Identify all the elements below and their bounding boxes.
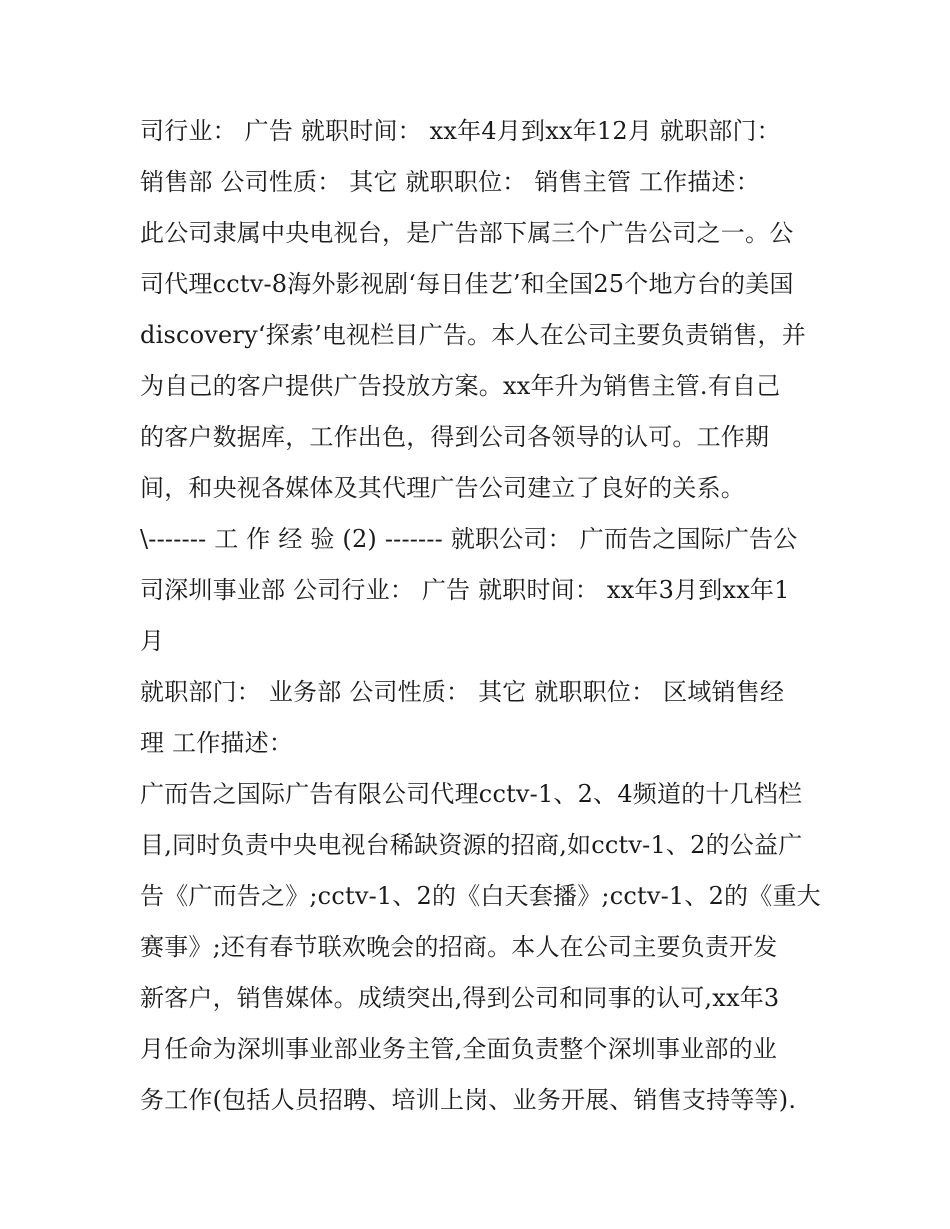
text-line: 月任命为深圳事业部业务主管,全面负责整个深圳事业部的业 xyxy=(140,1035,778,1063)
text-line: 新客户，销售媒体。成绩突出,得到公司和同事的认可,xx年3 xyxy=(140,984,780,1012)
text-line: discovery‘探索’电视栏目广告。本人在公司主要负责销售，并 xyxy=(140,321,806,349)
text-line: 务工作(包括人员招聘、培训上岗、业务开展、销售支持等等). xyxy=(140,1086,797,1114)
text-line: 就职部门： 业务部 公司性质： 其它 就职职位： 区域销售经 xyxy=(140,678,785,706)
text-line: 广而告之国际广告有限公司代理cctv-1、2、4频道的十几档栏 xyxy=(140,780,803,808)
text-line: 此公司隶属中央电视台，是广告部下属三个广告公司之一。公 xyxy=(140,219,794,247)
text-line: 的客户数据库，工作出色，得到公司各领导的认可。工作期 xyxy=(140,423,770,451)
text-line: 司深圳事业部 公司行业： 广告 就职时间： xx年3月到xx年1 xyxy=(140,576,790,604)
text-line: \------- 工 作 经 验 (2) ------- 就职公司： 广而告之国际广告公 xyxy=(140,525,798,553)
document-body xyxy=(140,106,820,1126)
text-line: 理 工作描述： xyxy=(140,729,294,757)
text-line: 月 xyxy=(140,627,165,655)
text-line: 间，和央视各媒体及其代理广告公司建立了良好的关系。 xyxy=(140,474,745,502)
text-line: 司行业： 广告 就职时间： xx年4月到xx年12月 就职部门： xyxy=(140,117,781,145)
text-line: 销售部 公司性质： 其它 就职职位： 销售主管 工作描述： xyxy=(140,168,760,196)
text-line: 赛事》;还有春节联欢晚会的招商。本人在公司主要负责开发 xyxy=(140,933,778,961)
text-line: 为自己的客户提供广告投放方案。xx年升为销售主管.有自己 xyxy=(140,372,781,400)
text-line: 告《广而告之》;cctv-1、2的《白天套播》;cctv-1、2的《重大 xyxy=(140,882,821,910)
text-line: 司代理cctv-8海外影视剧‘每日佳艺’和全国25个地方台的美国 xyxy=(140,270,794,298)
text-line: 目,同时负责中央电视台稀缺资源的招商,如cctv-1、2的公益广 xyxy=(140,831,803,859)
